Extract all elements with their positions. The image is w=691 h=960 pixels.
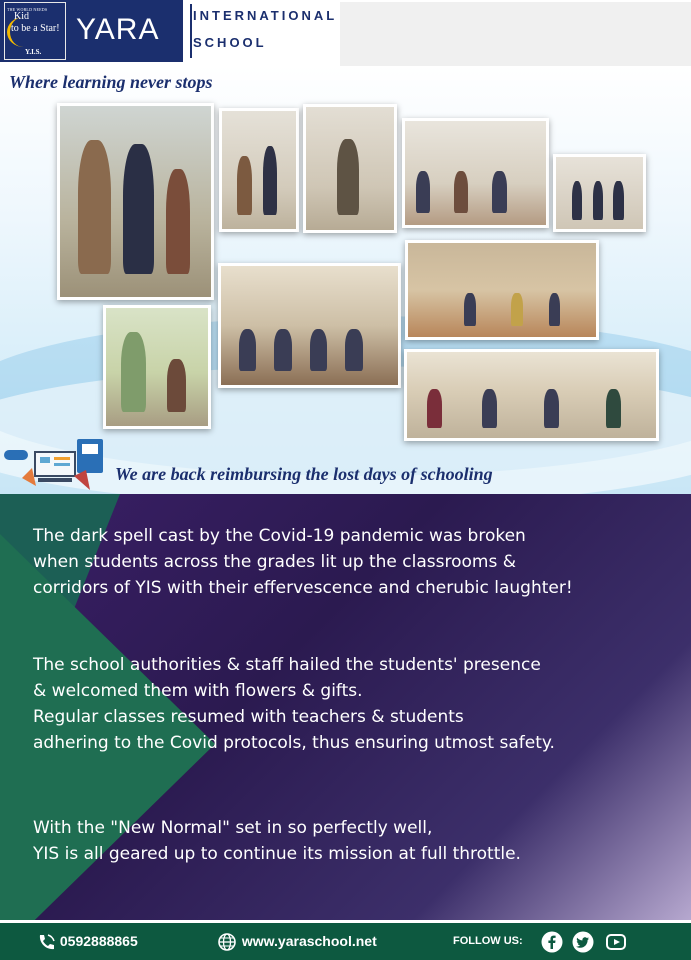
photo-classroom-2 — [218, 263, 401, 388]
person-figure — [78, 140, 111, 274]
back-to-school-line: We are back reimbursing the lost days of schooling — [115, 464, 493, 484]
photo-corridor-2 — [303, 104, 397, 233]
text-line: The school authorities & staff hailed the students' presence — [33, 655, 541, 675]
text-line: With the "New Normal" set in so perfectly well, — [33, 818, 433, 838]
school-title-line1: INTERNATIONAL — [193, 8, 338, 23]
person-figure — [544, 389, 559, 428]
globe-icon — [216, 933, 238, 951]
text-line: corridors of YIS with their effervescence and cherubic laughter! — [33, 578, 573, 598]
photo-classroom-1 — [402, 118, 549, 228]
tagline: Where learning never stops — [9, 72, 213, 92]
person-figure — [416, 171, 430, 213]
paragraph-3 — [33, 815, 521, 867]
youtube-icon[interactable] — [605, 931, 627, 953]
follow-us-label: FOLLOW US: — [453, 935, 523, 947]
logo-emblem — [4, 2, 66, 60]
person-figure — [239, 329, 257, 371]
person-figure — [464, 293, 475, 326]
text-line: adhering to the Covid protocols, thus ensuring utmost safety. — [33, 733, 555, 753]
person-figure — [274, 329, 292, 371]
phone-number: 0592888865 — [59, 933, 138, 949]
online-learning-icon — [2, 436, 112, 494]
person-figure — [593, 181, 603, 221]
phone-icon — [36, 933, 56, 951]
facebook-icon[interactable] — [541, 931, 563, 953]
person-figure — [263, 146, 278, 214]
photo-staff-group — [553, 154, 646, 232]
logo-yis-text: Y.I.S. — [25, 48, 42, 56]
phone-contact[interactable] — [36, 933, 138, 951]
text-line: The dark spell cast by the Covid-19 pandemic was broken — [33, 526, 526, 546]
person-figure — [454, 171, 468, 213]
header-divider — [190, 4, 192, 58]
person-figure — [427, 389, 442, 428]
person-figure — [482, 389, 497, 428]
logo-star-text: to be a Star! — [11, 23, 60, 34]
header — [0, 0, 691, 66]
person-figure — [167, 359, 185, 412]
text-line: Regular classes resumed with teachers & students — [33, 707, 464, 727]
person-figure — [492, 171, 506, 213]
person-figure — [310, 329, 328, 371]
person-figure — [606, 389, 621, 428]
photo-kindergarten-board — [103, 305, 211, 429]
person-figure — [121, 332, 145, 412]
person-figure — [511, 293, 522, 326]
person-figure — [337, 139, 359, 215]
person-figure — [237, 156, 252, 215]
person-figure — [572, 181, 582, 221]
header-grey-bar — [340, 2, 691, 66]
school-title-line2: SCHOOL — [193, 35, 267, 50]
text-line: when students across the grades lit up the classrooms & — [33, 552, 516, 572]
photo-corridor-1 — [219, 108, 299, 232]
photo-round-table-class — [404, 349, 659, 441]
logo-kid-text: Kid — [14, 11, 29, 22]
person-figure — [549, 293, 560, 326]
paragraph-2 — [33, 652, 555, 756]
twitter-icon[interactable] — [572, 931, 594, 953]
photo-playground — [405, 240, 599, 340]
school-logo — [0, 0, 183, 62]
photo-welcome-flowers — [57, 103, 214, 300]
paragraph-1 — [33, 523, 573, 601]
person-figure — [123, 144, 153, 274]
logo-small-text: THE WORLD NEEDS — [7, 7, 48, 12]
text-line: YIS is all geared up to continue its mission at full throttle. — [33, 844, 521, 864]
brand-name: YARA — [76, 13, 160, 46]
person-figure — [166, 169, 190, 274]
person-figure — [345, 329, 363, 371]
website-link[interactable] — [216, 933, 377, 951]
website-url: www.yaraschool.net — [241, 933, 377, 949]
person-figure — [613, 181, 623, 221]
text-line: & welcomed them with flowers & gifts. — [33, 681, 363, 701]
footer — [0, 920, 691, 960]
